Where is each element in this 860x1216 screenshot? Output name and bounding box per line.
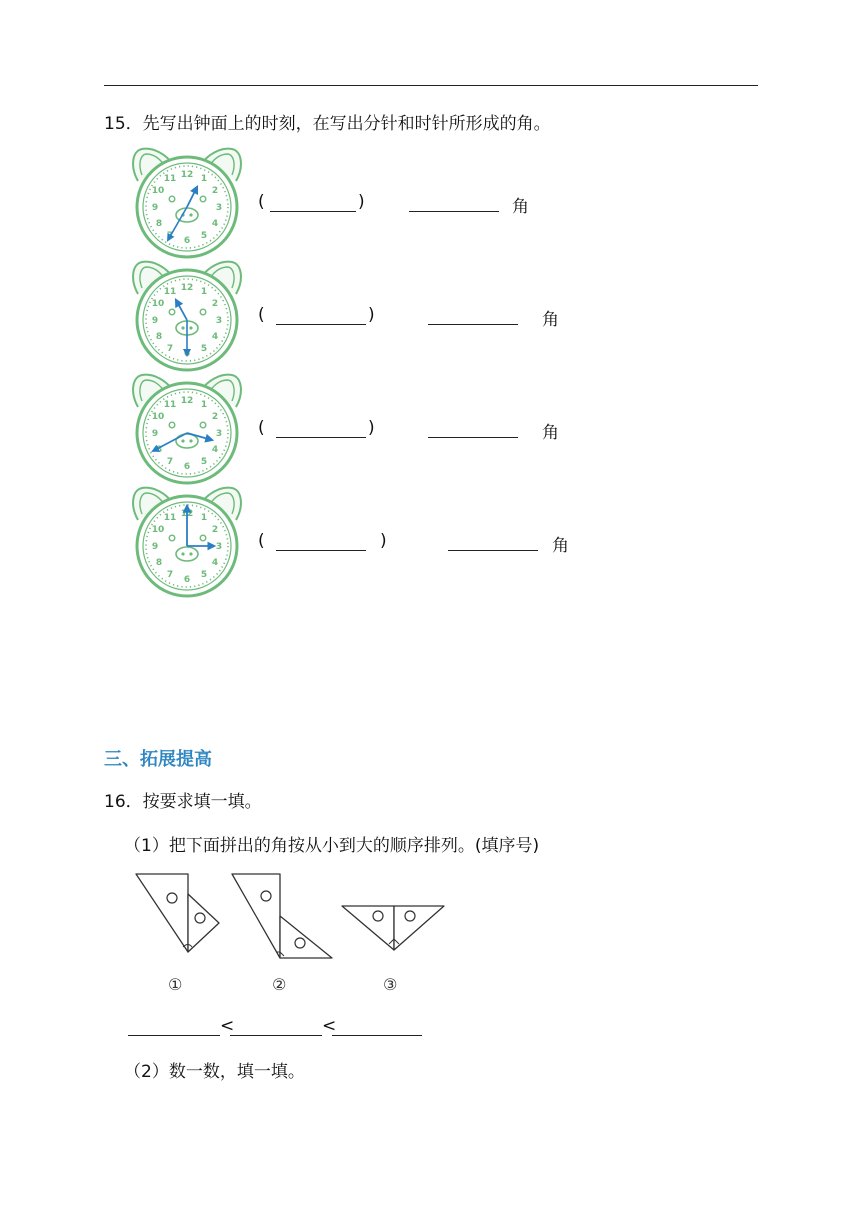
angle-unit: 角 — [542, 310, 559, 330]
less-than-sign-2: < — [322, 1016, 337, 1036]
pig-clock-4 — [126, 486, 248, 598]
order-blank-1[interactable] — [128, 1035, 220, 1036]
question-16-part-1: （1）把下面拼出的角按从小到大的顺序排列。(填序号) — [124, 836, 540, 856]
order-answer-row — [128, 1016, 428, 1040]
paren-close: ) — [358, 192, 365, 212]
paren-open: ( — [258, 418, 265, 438]
time-blank[interactable] — [270, 211, 356, 212]
question-16-title: 16．按要求填一填。 — [104, 792, 262, 812]
time-blank[interactable] — [276, 550, 366, 551]
angle-blank[interactable] — [428, 324, 518, 325]
paren-close: ) — [368, 418, 375, 438]
question-15-title: 15．先写出钟面上的时刻，在写出分针和时针所形成的角。 — [104, 114, 551, 134]
time-blank[interactable] — [276, 324, 366, 325]
pig-clock-1 — [126, 147, 248, 259]
angle-blank[interactable] — [409, 211, 499, 212]
pig-clock-2 — [126, 260, 248, 372]
paren-close: ) — [368, 305, 375, 325]
header-rule — [104, 85, 758, 86]
pig-clock-3 — [126, 373, 248, 485]
time-blank[interactable] — [276, 437, 366, 438]
section-3-title: 三、拓展提高 — [104, 749, 212, 770]
paren-open: ( — [258, 531, 265, 551]
angle-blank[interactable] — [448, 550, 538, 551]
angle-unit: 角 — [542, 423, 559, 443]
paren-open: ( — [258, 305, 265, 325]
order-blank-2[interactable] — [230, 1035, 322, 1036]
angle-unit: 角 — [552, 536, 569, 556]
order-blank-3[interactable] — [332, 1035, 422, 1036]
question-16-part-2: （2）数一数，填一填。 — [124, 1062, 305, 1082]
figure-label-3: ③ — [383, 975, 398, 994]
figure-label-1: ① — [168, 975, 183, 994]
paren-close: ) — [380, 531, 387, 551]
angle-unit: 角 — [512, 197, 529, 217]
paren-open: ( — [258, 192, 265, 212]
less-than-sign-1: < — [220, 1016, 235, 1036]
figure-label-2: ② — [272, 975, 287, 994]
angle-blank[interactable] — [428, 437, 518, 438]
